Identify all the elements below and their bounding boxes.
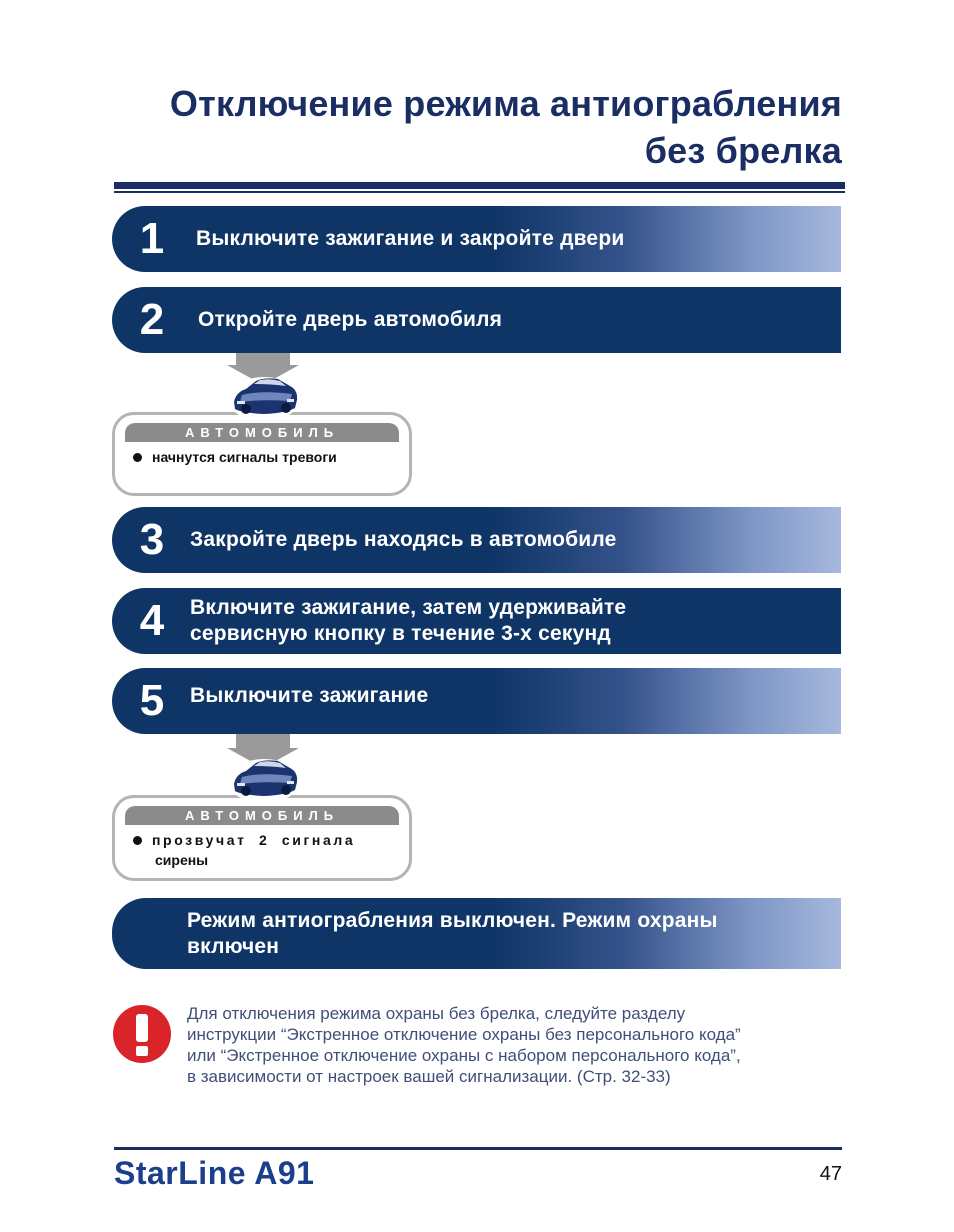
step-number: 1 <box>139 214 165 263</box>
page-number: 47 <box>819 1163 842 1185</box>
step-1 <box>112 206 841 272</box>
step-number: 2 <box>139 295 165 344</box>
car-label: АВТОМОБИЛЬ <box>184 808 340 823</box>
bullet-icon <box>133 453 142 462</box>
car-icon <box>226 372 302 422</box>
car-icon <box>226 754 302 804</box>
car-status-line <box>133 448 397 466</box>
title-line-2: без брелка <box>644 130 842 171</box>
step-number: 5 <box>139 676 165 725</box>
step-5 <box>112 668 841 734</box>
title-divider <box>114 182 845 189</box>
step-text: Откройте дверь автомобиля <box>198 308 503 331</box>
step-number: 3 <box>139 515 165 564</box>
step-text: Выключите зажигание <box>190 684 429 707</box>
car-status-line-2: сирены <box>155 852 209 868</box>
note-text <box>187 1003 847 1087</box>
note-line-1: Для отключения режима охраны без брелка, следуйте разделу <box>187 1004 686 1023</box>
step-text <box>190 595 626 647</box>
step-4 <box>112 588 841 654</box>
result-banner <box>112 898 841 969</box>
car-label: АВТОМОБИЛЬ <box>184 425 340 440</box>
brand-name: StarLine A91 <box>114 1155 315 1191</box>
step-2 <box>112 287 841 353</box>
bullet-icon <box>133 836 142 845</box>
car-status-line <box>133 831 397 849</box>
flow-arrow-stem <box>236 353 290 365</box>
result-text <box>187 908 718 960</box>
page-title <box>82 80 842 174</box>
step-text: Выключите зажигание и закройте двери <box>196 227 625 250</box>
car-status-box-2 <box>112 795 412 881</box>
exclamation-icon <box>113 1005 171 1063</box>
car-status-text: начнутся сигналы тревоги <box>152 449 337 465</box>
step-3 <box>112 507 841 573</box>
step-text-line-2: сервисную кнопку в течение 3-х секунд <box>190 622 611 645</box>
result-line-1: Режим антиограбления выключен. Режим охраны <box>187 908 718 932</box>
title-line-1: Отключение режима антиограбления <box>169 83 842 124</box>
car-status-text: прозвучат 2 сигнала <box>152 832 356 848</box>
title-divider-thin <box>114 191 845 193</box>
step-text: Закройте дверь находясь в автомобиле <box>190 528 617 551</box>
flow-arrow-stem <box>236 734 290 748</box>
footer-divider <box>114 1147 842 1150</box>
note-line-4: в зависимости от настроек вашей сигнализации. (Стр. 32-33) <box>187 1067 671 1086</box>
step-number: 4 <box>139 596 165 645</box>
result-line-2: включен <box>187 934 280 958</box>
step-text-line-1: Включите зажигание, затем удерживайте <box>190 596 627 619</box>
note-line-2: инструкции “Экстренное отключение охраны без персонального кода” <box>187 1025 741 1044</box>
car-status-box-1 <box>112 412 412 496</box>
note-line-3: или “Экстренное отключение охраны с набором персонального кода”, <box>187 1046 741 1065</box>
